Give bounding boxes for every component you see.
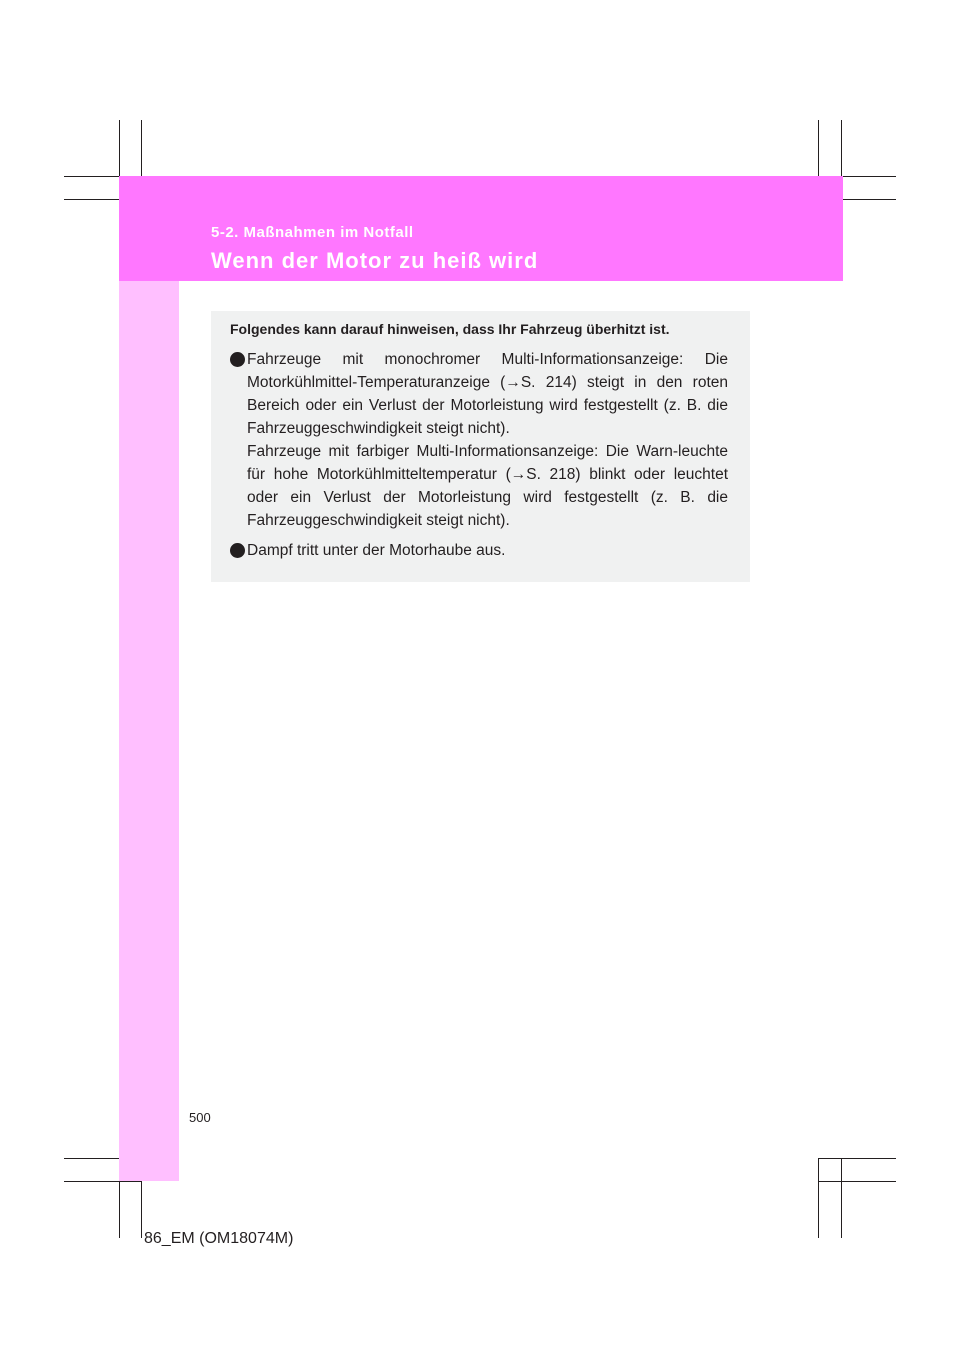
bullet-paragraph: Dampf tritt unter der Motorhaube aus. [247,542,506,559]
page-title: Wenn der Motor zu heiß wird [211,248,539,273]
crop-mark [818,1158,819,1238]
bullet-item-steam [230,539,728,562]
crop-mark [818,1181,896,1182]
section-label: 5-2. Maßnahmen im Notfall [211,224,414,241]
header-band [119,176,843,281]
footer-code: 86_EM (OM18074M) [144,1230,294,1247]
side-strip [119,281,179,1181]
bullet-paragraph: Fahrzeuge mit monochromer Multi-Informationsanzeige: Die Motorkühlmittel-Temperaturanzeige (→S. 214) steigt in den roten Bereich oder ein Verlust der Motorleistung wird festgestellt (z. B. die Fahrzeuggeschwindigkeit steigt nicht). [247,351,728,437]
crop-mark [841,1158,842,1238]
crop-mark [64,1181,142,1182]
info-intro: Folgendes kann darauf hinweisen, dass Ihr Fahrzeug überhitzt ist. [230,321,670,337]
page-number: 500 [189,1110,211,1125]
bullet-paragraph: Fahrzeuge mit farbiger Multi-Informationsanzeige: Die Warn-leuchte für hohe Motorkühlmitteltemperatur (→S. 218) blinkt oder leuchtet oder ein Verlust der Motorleistung wird festgestellt (z. B. die Fahrzeuggeschwindigkeit steigt nicht). [247,443,728,529]
info-box [211,311,750,582]
bullet-item-overheat-indicator [230,348,728,532]
bullet-icon [230,352,245,367]
bullet-icon [230,543,245,558]
crop-mark [818,1158,896,1159]
